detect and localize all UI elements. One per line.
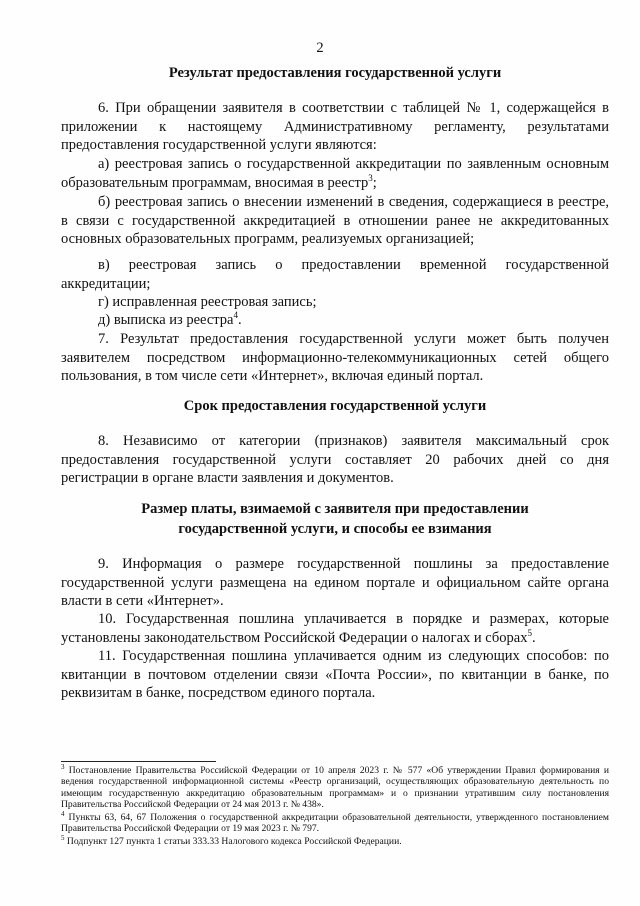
item-g: г) исправленная реестровая запись;	[98, 294, 317, 310]
footnote-text: Постановление Правительства Российской Федерации от 10 апреля 2023 г. № 577 «Об утверждении Правил формирования и ведения государственной информационной системы «Реестр организаций, осуществляющих образовательную деятельность по имеющим государственную аккредитацию образовательным программам» и о признании утратившим силу постановления Правительства Российской Федерации от 24 мая 2013 г. № 438».	[61, 765, 609, 811]
footnote-ref-3: 3	[368, 172, 373, 183]
paragraph-8: 8. Независимо от категории (признаков) заявителя максимальный срок предоставления государственной услуги составляет 20 рабочих дней со дня регистрации в органе власти заявления и документов.	[61, 433, 609, 487]
paragraph-11: 11. Государственная пошлина уплачивается одним из следующих способов: по квитанции в почтовом отделении связи «Почта России», по квитанции в банке, по реквизитам в банке, посредством единого портала.	[61, 648, 609, 702]
item-a	[61, 155, 609, 192]
footnote-mark: 5	[61, 833, 65, 842]
item-d-end: .	[238, 312, 242, 328]
paragraph-10	[61, 610, 609, 647]
heading-term: Срок предоставления государственной услуги	[183, 398, 487, 414]
page-number: 2	[316, 40, 324, 56]
item-b: б) реестровая запись о внесении изменений в сведения, содержащиеся в реестре, в связи с государственной аккредитацией в отношении ранее не аккредитованных основных образовательных программ, реализуемых организацией;	[61, 194, 609, 248]
heading-fee	[60, 499, 610, 539]
paragraph-9: 9. Информация о размере государственной пошлины за предоставление государственной услуги размещена на едином портале и официальном сайте органа власти в сети «Интернет».	[61, 556, 609, 610]
paragraph-7: 7. Результат предоставления государственной услуги может быть получен заявителем посредством информационно-телекоммуникационных сетей общего пользования, в том числе сети «Интернет», включая единый портал.	[61, 331, 609, 385]
footnote-4	[61, 809, 609, 835]
footnote-5	[61, 833, 609, 847]
heading-fee-line1: Размер платы, взимаемой с заявителя при предоставлении	[141, 501, 529, 517]
footnote-mark: 3	[61, 762, 65, 771]
footnote-ref-5: 5	[527, 627, 532, 638]
footnote-ref-4: 4	[233, 310, 238, 321]
heading-fee-line2: государственной услуги, и способы ее взимания	[178, 521, 492, 537]
item-v: в) реестровая запись о предоставлении временной государственной аккредитации;	[61, 257, 609, 292]
footnote-mark: 4	[61, 809, 65, 818]
paragraph-6: 6. При обращении заявителя в соответствии с таблицей № 1, содержащейся в приложении к настоящему Административному регламенту, результатами предоставления государственной услуги являются:	[61, 100, 609, 154]
footnote-separator	[61, 761, 216, 762]
footnote-3	[61, 762, 609, 811]
footnote-text: Подпункт 127 пункта 1 статьи 333.33 Налогового кодекса Российской Федерации.	[64, 836, 402, 847]
paragraph-10-end: .	[531, 629, 536, 646]
paragraph-10-text: 10. Государственная пошлина уплачивается в порядке и размерах, которые установлены законодательством Российской Федерации о налогах и сборах	[61, 611, 609, 646]
item-a-end: ;	[372, 174, 377, 191]
heading-result: Результат предоставления государственной услуги	[168, 65, 502, 81]
item-d	[61, 311, 609, 330]
item-d-text: д) выписка из реестра	[98, 312, 234, 328]
footnote-text: Пункты 63, 64, 67 Положения о государственной аккредитации образовательной деятельности, утвержденного постановлением Правительства Российской Федерации от 19 мая 2023 г. № 797.	[61, 812, 609, 835]
item-a-text: а) реестровая запись о государственной аккредитации по заявленным основным образовательным программам, вносимая в реестр	[61, 156, 609, 191]
